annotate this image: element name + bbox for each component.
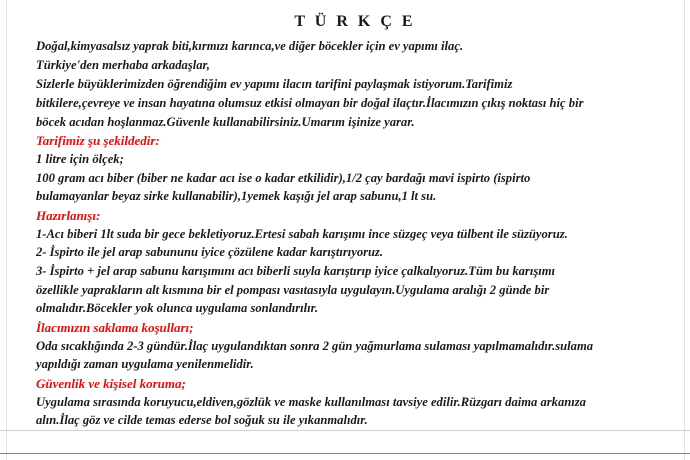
window-bottom-border: [0, 453, 690, 454]
storage-line-1: Oda sıcaklığında 2-3 gündür.İlaç uygulandıktan sonra 2 gün yağmurlama sulaması yapılmamalıdır.sulama: [36, 339, 594, 353]
preparation-step-3-line-1: 3- İspirto + jel arap sabunu karışımını acı biberli suyla karıştırıp iyice çalkalıyoruz.Tüm bu karışımı: [36, 264, 556, 278]
intro-line-3: böcek acıdan hoşlanmaz.Güvenle kullanabilirsiniz.Umarım işinize yarar.: [36, 115, 415, 129]
safety-line-1: Uygulama sırasında koruyucu,eldiven,gözlük ve maske kullanılması tavsiye edilir.Rüzgarı daima arkanıza: [36, 395, 586, 409]
page-edge-left: [6, 0, 7, 460]
recipe-ingredients-line-1: 100 gram acı biber (biber ne kadar acı ise o kadar etkilidir),1/2 çay bardağı mavi ispirto (ispirto: [36, 171, 531, 185]
recipe-heading: Tarifimiz şu şekildedir:: [36, 133, 160, 148]
preparation-step-1: 1-Acı biberi 1lt suda bir gece bekletiyoruz.Ertesi sabah karışımı ince süzgeç veya tülbent ile süzüyoruz.: [36, 227, 568, 241]
preparation-step-3-line-2: özellikle yaprakların alt kısmına bir el pompası vasıtasıyla uygulayın.Uygulama aralığı 2 günde bir: [36, 283, 550, 297]
storage-heading: İlacımızın saklama koşulları;: [36, 320, 194, 335]
page-bottom-border: [0, 430, 690, 431]
greeting-line: Türkiye'den merhaba arkadaşlar,: [36, 58, 210, 72]
recipe-ingredients-line-2: bulamayanlar beyaz sirke kullanabilir),1yemek kaşığı jel arap sabunu,1 lt su.: [36, 189, 437, 203]
intro-line-2: bitkilere,çevreye ve insan hayatına olumsuz etkisi olmayan bir doğal ilaçtır.İlacımızın çıkış noktası hiç bir: [36, 96, 584, 110]
safety-heading: Güvenlik ve kişisel koruma;: [36, 376, 186, 391]
safety-line-2: alın.İlaç göz ve cilde temas ederse bol soğuk su ile yıkanmalıdır.: [36, 413, 368, 427]
preparation-heading: Hazırlanışı:: [36, 208, 101, 223]
storage-line-2: yapıldığı zaman uygulama yenilenmelidir.: [36, 357, 254, 371]
intro-line-1: Sizlerle büyüklerimizden öğrendiğim ev yapımı ilacın tarifini paylaşmak istiyorum.Tarifimiz: [36, 77, 513, 91]
recipe-measure-line: 1 litre için ölçek;: [36, 152, 124, 166]
preparation-step-3-line-3: olmalıdır.Böcekler yok olunca uygulama sonlandırılır.: [36, 301, 318, 315]
document-title: T Ü R K Ç E: [294, 13, 416, 30]
intro-title-line: Doğal,kimyasalsız yaprak biti,kırmızı karınca,ve diğer böcekler için ev yapımı ilaç.: [36, 39, 464, 53]
preparation-step-2: 2- İspirto ile jel arap sabununu iyice çözülene kadar karıştırıyoruz.: [36, 245, 384, 259]
page-edge-right: [684, 0, 685, 460]
